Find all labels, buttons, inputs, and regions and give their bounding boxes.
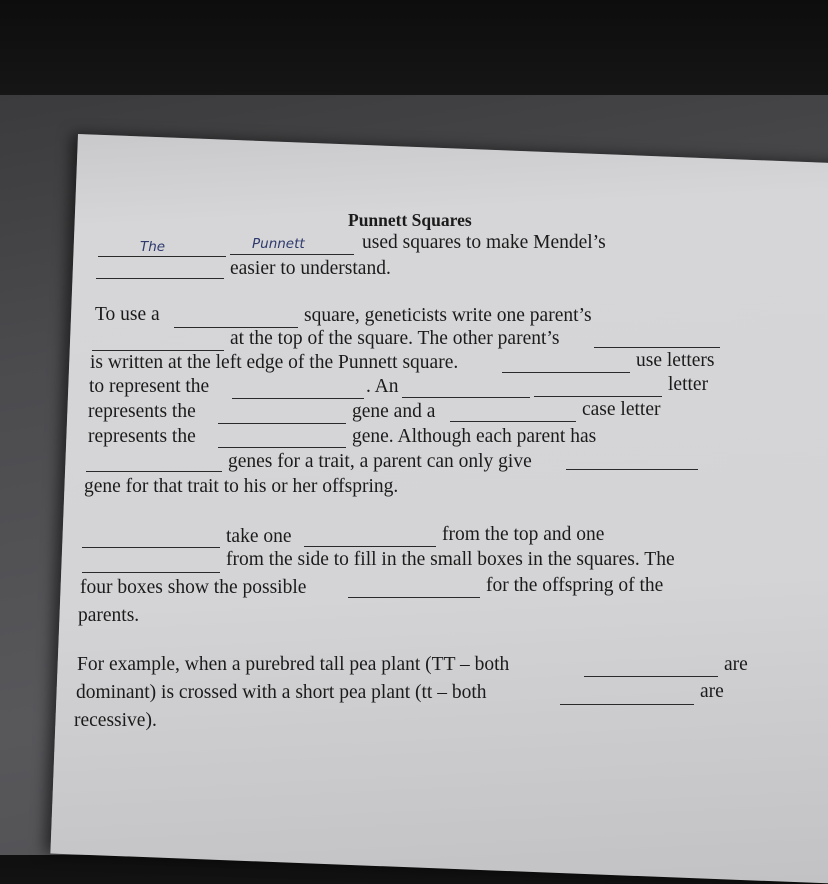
paragraph-text: For example, when a purebred tall pea plant (TT – both [77, 654, 510, 675]
paragraph-text: for the offspring of the [486, 575, 664, 596]
paragraph-text: four boxes show the possible [80, 577, 307, 598]
paragraph-text: to represent the [89, 376, 210, 397]
blank-line[interactable] [348, 597, 480, 598]
paragraph-text: gene. Although each parent has [352, 426, 597, 447]
blank-line[interactable] [450, 421, 576, 422]
blank-line[interactable] [96, 278, 224, 279]
blank-line[interactable] [584, 676, 718, 677]
paragraph-text: from the top and one [442, 524, 605, 545]
paragraph-text: represents the [88, 426, 196, 447]
paragraph-text: letter [668, 374, 709, 395]
paragraph-text: case letter [582, 399, 661, 420]
paragraph-text: recessive). [74, 710, 157, 731]
blank-line[interactable] [560, 704, 694, 705]
paragraph-text: gene and a [352, 401, 436, 422]
blank-line[interactable] [230, 254, 354, 255]
blank-line[interactable] [566, 469, 698, 470]
paragraph-text: gene for that trait to his or her offspring. [84, 476, 399, 497]
paragraph-text: take one [226, 526, 292, 547]
blank-line[interactable] [82, 572, 220, 573]
paragraph-text: easier to understand. [230, 258, 391, 279]
paragraph-text: used squares to make Mendel’s [362, 232, 606, 253]
blank-line[interactable] [218, 423, 346, 424]
worksheet-title: Punnett Squares [348, 210, 472, 230]
blank-line[interactable] [86, 471, 222, 472]
handwritten-answer: Punnett [252, 236, 305, 252]
paragraph-text: To use a [95, 304, 160, 325]
blank-line[interactable] [534, 396, 662, 397]
paragraph-text: . An [366, 376, 399, 397]
blank-line[interactable] [502, 372, 630, 373]
paragraph-text: from the side to fill in the small boxes in the squares. The [226, 549, 675, 570]
paragraph-text: genes for a trait, a parent can only give [228, 451, 532, 472]
blank-line[interactable] [218, 447, 346, 448]
paragraph-text: square, geneticists write one parent’s [304, 305, 592, 326]
paragraph-text: represents the [88, 401, 196, 422]
paragraph-text: use letters [636, 350, 715, 371]
paragraph-text: are [724, 654, 748, 675]
blank-line[interactable] [232, 398, 364, 399]
blank-line[interactable] [98, 256, 226, 257]
blank-line[interactable] [402, 397, 530, 398]
handwritten-answer: The [140, 239, 166, 255]
blank-line[interactable] [304, 546, 436, 547]
paragraph-text: is written at the left edge of the Punnett square. [90, 352, 459, 373]
paragraph-text: are [700, 681, 724, 702]
blank-line[interactable] [594, 347, 720, 348]
paragraph-text: at the top of the square. The other parent’s [230, 328, 560, 349]
blank-line[interactable] [82, 547, 220, 548]
paragraph-text: dominant) is crossed with a short pea plant (tt – both [76, 682, 487, 703]
paragraph-text: parents. [78, 605, 140, 626]
blank-line[interactable] [92, 350, 224, 351]
